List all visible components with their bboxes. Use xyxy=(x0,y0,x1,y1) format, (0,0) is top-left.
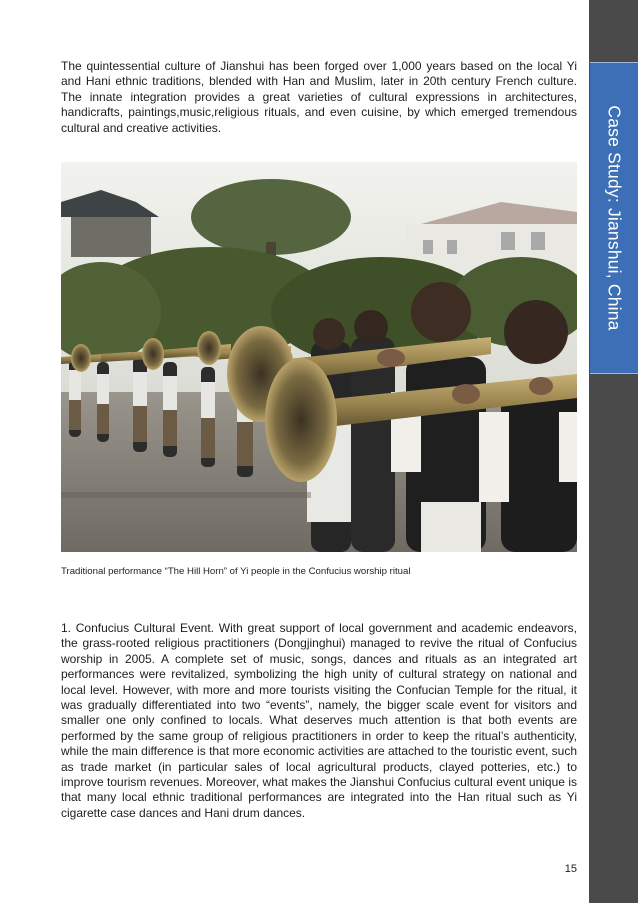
confucius-event-paragraph: 1. Confucius Cultural Event. With great support of local government and academic endeavors, the grass-rooted religious practitioners (Dongjinghui) managed to revive the ritual of Confucius worship in 2005. A complete set of music, songs, dances and rituals as an integrated art performances were revitalized, symbolizing the high unity of cultural strategy on national and local level. However, with more and more tourists visiting the Confucian Temple for the ritual, it was gradually differentiated into two “events”, namely, the bigger scale event for visitors and smaller one only confined to locals. What deserves much attention is that both events are performed by the same group of religious practitioners in order to keep the ritual’s authenticity, while the main difference is that more economic activities are attached to the touristic event, such as trade market (in particular sales of local agricultural products, clayed potteries, etc.) to improve tourism revenues. Moreover, what makes the Jianshui Confucius cultural event unique is that many local ethnic traditional performances are integrated into the Han ritual such as Yi cigarette case dances and Hani drum dances. xyxy=(61,621,577,820)
photo-caption: Traditional performance “The Hill Horn” of Yi people in the Confucius worship ritual xyxy=(61,566,411,577)
performance-photo xyxy=(61,162,577,552)
page-number: 15 xyxy=(564,863,577,875)
chapter-side-tab xyxy=(590,62,638,374)
intro-paragraph: The quintessential culture of Jianshui has been forged over 1,000 years based on the local Yi and Hani ethnic traditions, blended with Han and Muslim, later in 20th century French culture. The innate integration provides a great varieties of cultural expressions in architectures, handicrafts, paintings,music,religious rituals, and even cuisine, by which emerged tremendous cultural and creative activities. xyxy=(61,59,577,135)
photo-illustration xyxy=(61,162,577,552)
chapter-title: Case Study: Jianshui, China xyxy=(604,105,625,331)
